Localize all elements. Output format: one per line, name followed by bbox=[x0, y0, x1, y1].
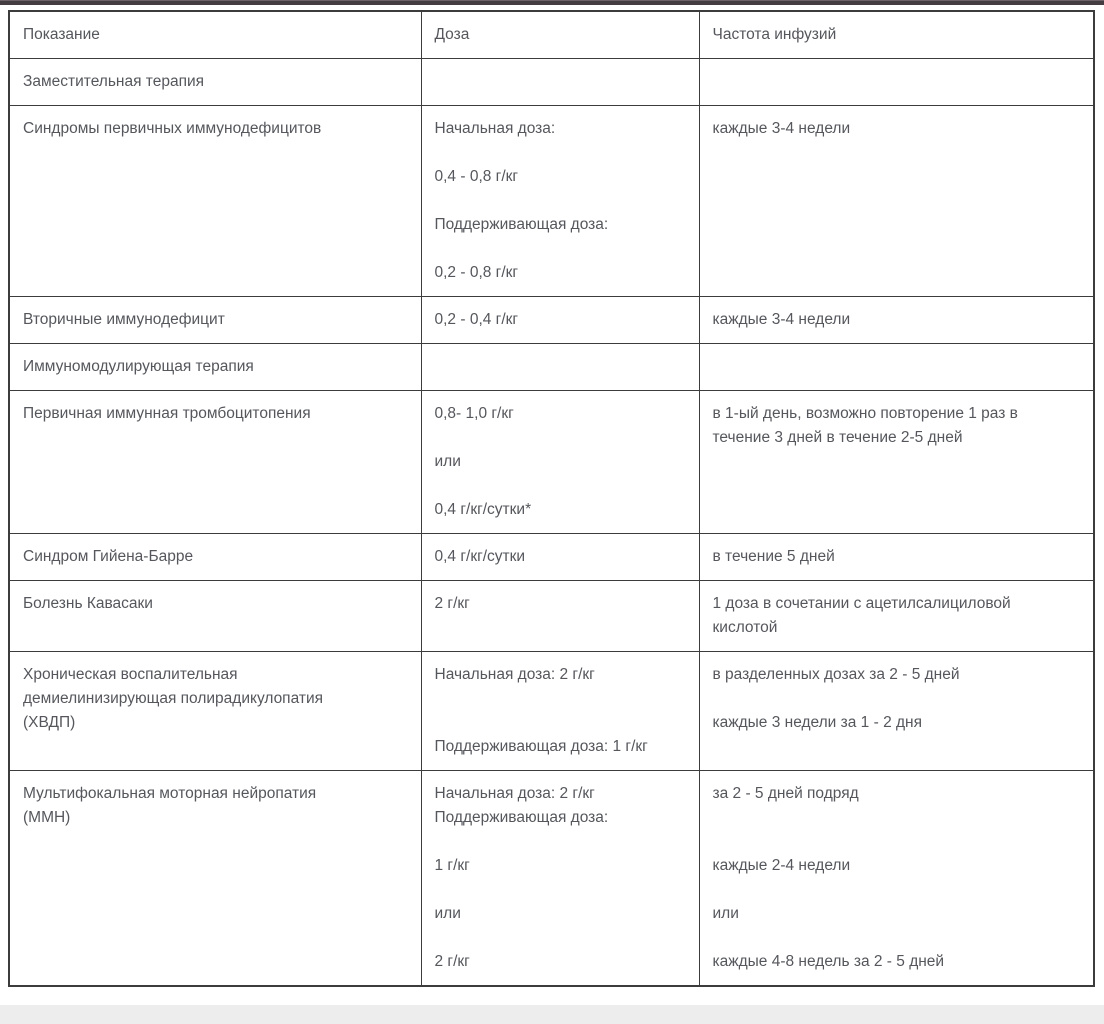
cell-line bbox=[435, 878, 686, 902]
cell-line: или bbox=[434, 453, 461, 470]
cell-line: в разделенных дозах за 2 - 5 дней bbox=[712, 666, 960, 683]
frequency-cell bbox=[699, 581, 1094, 652]
dose-cell bbox=[421, 59, 699, 106]
dose-cell bbox=[421, 297, 699, 344]
cell-line: в 1-ый день, возможно повторение 1 раз в bbox=[712, 405, 1018, 422]
dose-cell bbox=[421, 106, 699, 297]
cell-line: демиелинизирующая полирадикулопатия bbox=[23, 690, 324, 707]
top-divider-bar bbox=[0, 0, 1104, 5]
dose-cell bbox=[421, 344, 699, 391]
dose-cell bbox=[421, 771, 699, 987]
cell-line: Иммуномодулирующая терапия bbox=[23, 358, 254, 375]
cell-line bbox=[435, 426, 686, 450]
cell-line bbox=[435, 711, 686, 735]
cell-line bbox=[713, 878, 1081, 902]
dose-cell bbox=[421, 581, 699, 652]
frequency-cell bbox=[699, 652, 1094, 771]
bottom-page-strip bbox=[0, 1005, 1104, 1024]
cell-line bbox=[435, 830, 686, 854]
cell-line: Начальная доза: bbox=[434, 120, 556, 137]
indication-cell bbox=[9, 344, 421, 391]
frequency-cell bbox=[699, 344, 1094, 391]
frequency-cell bbox=[699, 106, 1094, 297]
cell-line: 0,8- 1,0 г/кг bbox=[434, 405, 514, 422]
table-row bbox=[9, 771, 1094, 987]
indication-cell bbox=[9, 106, 421, 297]
cell-line bbox=[435, 926, 686, 950]
cell-line: Синдром Гийена-Барре bbox=[23, 548, 194, 565]
indication-cell bbox=[9, 534, 421, 581]
indication-cell bbox=[9, 297, 421, 344]
cell-line bbox=[713, 830, 1081, 854]
frequency-cell bbox=[699, 297, 1094, 344]
cell-line bbox=[435, 474, 686, 498]
cell-line bbox=[713, 687, 1081, 711]
cell-line: Начальная доза: 2 г/кг bbox=[434, 666, 595, 683]
cell-line: каждые 3 недели за 1 - 2 дня bbox=[712, 714, 922, 731]
cell-line: течение 3 дней в течение 2-5 дней bbox=[712, 429, 963, 446]
cell-line: каждые 2-4 недели bbox=[712, 857, 851, 874]
cell-line bbox=[713, 926, 1081, 950]
cell-line: кислотой bbox=[712, 619, 778, 636]
cell-line bbox=[435, 687, 686, 711]
table-row bbox=[9, 106, 1094, 297]
table-header-row bbox=[9, 11, 1094, 59]
cell-line: Поддерживающая доза: bbox=[434, 216, 609, 233]
cell-line bbox=[435, 237, 686, 261]
cell-line: за 2 - 5 дней подряд bbox=[712, 785, 859, 802]
table-row bbox=[9, 297, 1094, 344]
frequency-cell bbox=[699, 771, 1094, 987]
cell-line: или bbox=[712, 905, 739, 922]
dose-cell bbox=[421, 534, 699, 581]
dose-cell bbox=[421, 652, 699, 771]
frequency-cell bbox=[699, 391, 1094, 534]
cell-line: каждые 4-8 недель за 2 - 5 дней bbox=[712, 953, 945, 970]
header-label-indication: Показание bbox=[23, 26, 100, 43]
cell-line: Поддерживающая доза: 1 г/кг bbox=[434, 738, 648, 755]
cell-line: Заместительная терапия bbox=[23, 73, 205, 90]
dose-cell bbox=[421, 391, 699, 534]
dosing-table bbox=[8, 10, 1095, 987]
cell-line: Мультифокальная моторная нейропатия bbox=[23, 785, 317, 802]
cell-line: Хроническая воспалительная bbox=[23, 666, 238, 683]
indication-cell bbox=[9, 771, 421, 987]
cell-line: (ММН) bbox=[23, 809, 71, 826]
cell-line: Начальная доза: 2 г/кг bbox=[434, 785, 595, 802]
cell-line: 0,4 - 0,8 г/кг bbox=[434, 168, 519, 185]
header-cell-frequency bbox=[699, 11, 1094, 59]
cell-line: Первичная иммунная тромбоцитопения bbox=[23, 405, 311, 422]
cell-line: в течение 5 дней bbox=[712, 548, 835, 565]
header-label-dose: Доза bbox=[434, 26, 470, 43]
cell-line: 0,2 - 0,8 г/кг bbox=[434, 264, 519, 281]
cell-line: 0,4 г/кг/сутки* bbox=[434, 501, 532, 518]
frequency-cell bbox=[699, 534, 1094, 581]
cell-line: Вторичные иммунодефицит bbox=[23, 311, 225, 328]
indication-cell bbox=[9, 652, 421, 771]
cell-line bbox=[713, 806, 1081, 830]
header-label-frequency: Частота инфузий bbox=[712, 26, 837, 43]
table-row bbox=[9, 652, 1094, 771]
cell-line: 2 г/кг bbox=[434, 595, 470, 612]
cell-line bbox=[435, 141, 686, 165]
cell-line: 1 доза в сочетании с ацетилсалициловой bbox=[712, 595, 1011, 612]
table-row bbox=[9, 581, 1094, 652]
cell-line: Синдромы первичных иммунодефицитов bbox=[23, 120, 322, 137]
cell-line: Поддерживающая доза: bbox=[434, 809, 609, 826]
cell-line: 0,2 - 0,4 г/кг bbox=[434, 311, 519, 328]
cell-line: 2 г/кг bbox=[434, 953, 470, 970]
section-row bbox=[9, 59, 1094, 106]
cell-line: (ХВДП) bbox=[23, 714, 76, 731]
cell-line: или bbox=[434, 905, 461, 922]
frequency-cell bbox=[699, 59, 1094, 106]
indication-cell bbox=[9, 391, 421, 534]
cell-line bbox=[435, 189, 686, 213]
header-cell-dose bbox=[421, 11, 699, 59]
indication-cell bbox=[9, 581, 421, 652]
cell-line: каждые 3-4 недели bbox=[712, 311, 851, 328]
cell-line: Болезнь Кавасаки bbox=[23, 595, 153, 612]
table-row bbox=[9, 391, 1094, 534]
table-row bbox=[9, 534, 1094, 581]
cell-line: каждые 3-4 недели bbox=[712, 120, 851, 137]
cell-line: 1 г/кг bbox=[434, 857, 470, 874]
header-cell-indication bbox=[9, 11, 421, 59]
indication-cell bbox=[9, 59, 421, 106]
section-row bbox=[9, 344, 1094, 391]
cell-line: 0,4 г/кг/сутки bbox=[434, 548, 526, 565]
